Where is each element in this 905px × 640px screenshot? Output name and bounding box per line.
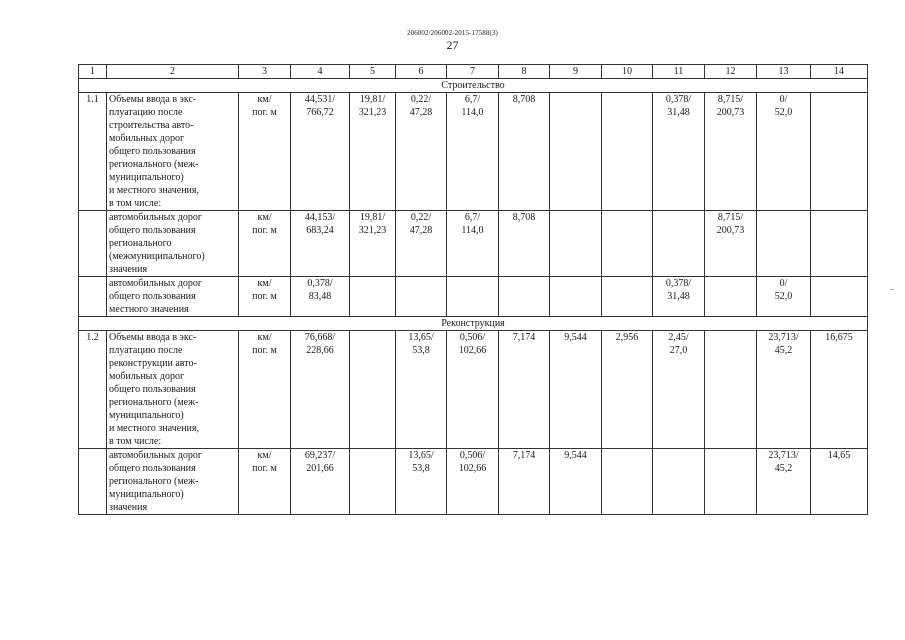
value-cell	[602, 211, 653, 277]
row-number-cell	[79, 449, 107, 515]
value-cell: 0,22/ 47,28	[396, 211, 447, 277]
column-header: 13	[757, 65, 811, 79]
value-cell: 69,237/ 201,66	[291, 449, 350, 515]
page-number: 27	[446, 38, 459, 52]
row-number-cell	[79, 211, 107, 277]
column-header: 11	[653, 65, 705, 79]
row-number-cell	[79, 277, 107, 317]
value-cell	[705, 331, 757, 449]
table-row	[79, 277, 868, 317]
value-cell	[602, 449, 653, 515]
value-cell	[653, 449, 705, 515]
unit-cell: км/ пог. м	[239, 449, 291, 515]
column-header: 5	[350, 65, 396, 79]
value-cell: 0/ 52,0	[757, 93, 811, 211]
description-cell: автомобильных дорог общего пользования регионального (меж- муниципального) значения	[107, 449, 239, 515]
margin-mark	[891, 289, 894, 290]
column-header: 9	[550, 65, 602, 79]
value-cell: 8,715/ 200,73	[705, 93, 757, 211]
section-row-reconstruction	[79, 317, 868, 331]
column-header: 14	[811, 65, 868, 79]
column-header: 6	[396, 65, 447, 79]
document-id: 206002/206002-2015-17588(3)	[407, 29, 498, 37]
description-cell: Объемы ввода в экс- плуатацию после строительства авто- мобильных дорог общего пользования регионального (меж- муниципального) и местного значения, в том числе:	[107, 93, 239, 211]
value-cell	[550, 277, 602, 317]
value-cell: 8,708	[499, 93, 550, 211]
value-cell: 7,174	[499, 449, 550, 515]
description-cell: Объемы ввода в экс- плуатацию после реконструкции авто- мобильных дорог общего пользования регионального (меж- муниципального) и местного значения, в том числе:	[107, 331, 239, 449]
value-cell: 19,81/ 321,23	[350, 211, 396, 277]
table-row	[79, 93, 868, 211]
value-cell: 7,174	[499, 331, 550, 449]
value-cell: 6,7/ 114,0	[447, 93, 499, 211]
column-header: 7	[447, 65, 499, 79]
row-number-cell: 1.1	[79, 93, 107, 211]
value-cell	[550, 93, 602, 211]
value-cell	[350, 449, 396, 515]
section-row-construction	[79, 79, 868, 93]
value-cell	[350, 331, 396, 449]
value-cell	[811, 277, 868, 317]
value-cell: 0,506/ 102,66	[447, 449, 499, 515]
table-row	[79, 449, 868, 515]
value-cell: 23,713/ 45,2	[757, 331, 811, 449]
value-cell: 0/ 52,0	[757, 277, 811, 317]
value-cell: 8,708	[499, 211, 550, 277]
data-table	[78, 64, 868, 515]
value-cell: 2,45/ 27,0	[653, 331, 705, 449]
value-cell	[653, 211, 705, 277]
value-cell: 2,956	[602, 331, 653, 449]
unit-cell: км/ пог. м	[239, 277, 291, 317]
column-header: 8	[499, 65, 550, 79]
value-cell	[602, 93, 653, 211]
value-cell: 76,668/ 228,66	[291, 331, 350, 449]
value-cell: 23,713/ 45,2	[757, 449, 811, 515]
description-cell: автомобильных дорог общего пользования регионального (межмуниципального) значения	[107, 211, 239, 277]
value-cell: 0,22/ 47,28	[396, 93, 447, 211]
column-header: 2	[107, 65, 239, 79]
value-cell: 0,378/ 83,48	[291, 277, 350, 317]
table-row	[79, 331, 868, 449]
value-cell: 13,65/ 53,8	[396, 331, 447, 449]
row-number-cell: 1.2	[79, 331, 107, 449]
value-cell: 44,153/ 683,24	[291, 211, 350, 277]
value-cell: 6,7/ 114,0	[447, 211, 499, 277]
section-title: Реконструкция	[79, 317, 868, 331]
unit-cell: км/ пог. м	[239, 93, 291, 211]
value-cell	[550, 211, 602, 277]
value-cell	[811, 211, 868, 277]
value-cell: 8,715/ 200,73	[705, 211, 757, 277]
column-header: 3	[239, 65, 291, 79]
value-cell: 9,544	[550, 331, 602, 449]
column-header: 1	[79, 65, 107, 79]
column-header-row	[79, 65, 868, 79]
value-cell	[350, 277, 396, 317]
value-cell: 13,65/ 53,8	[396, 449, 447, 515]
description-cell: автомобильных дорог общего пользования местного значения	[107, 277, 239, 317]
value-cell	[602, 277, 653, 317]
value-cell: 0,378/ 31,48	[653, 93, 705, 211]
section-title: Строительство	[79, 79, 868, 93]
column-header: 10	[602, 65, 653, 79]
value-cell	[705, 277, 757, 317]
table-row	[79, 211, 868, 277]
column-header: 4	[291, 65, 350, 79]
value-cell	[499, 277, 550, 317]
unit-cell: км/ пог. м	[239, 211, 291, 277]
value-cell: 0,506/ 102,66	[447, 331, 499, 449]
value-cell: 0,378/ 31,48	[653, 277, 705, 317]
value-cell	[705, 449, 757, 515]
value-cell: 44,531/ 766,72	[291, 93, 350, 211]
value-cell: 16,675	[811, 331, 868, 449]
value-cell: 19,81/ 321,23	[350, 93, 396, 211]
unit-cell: км/ пог. м	[239, 331, 291, 449]
value-cell	[396, 277, 447, 317]
value-cell: 14,65	[811, 449, 868, 515]
value-cell	[757, 211, 811, 277]
value-cell	[811, 93, 868, 211]
value-cell: 9,544	[550, 449, 602, 515]
value-cell	[447, 277, 499, 317]
column-header: 12	[705, 65, 757, 79]
